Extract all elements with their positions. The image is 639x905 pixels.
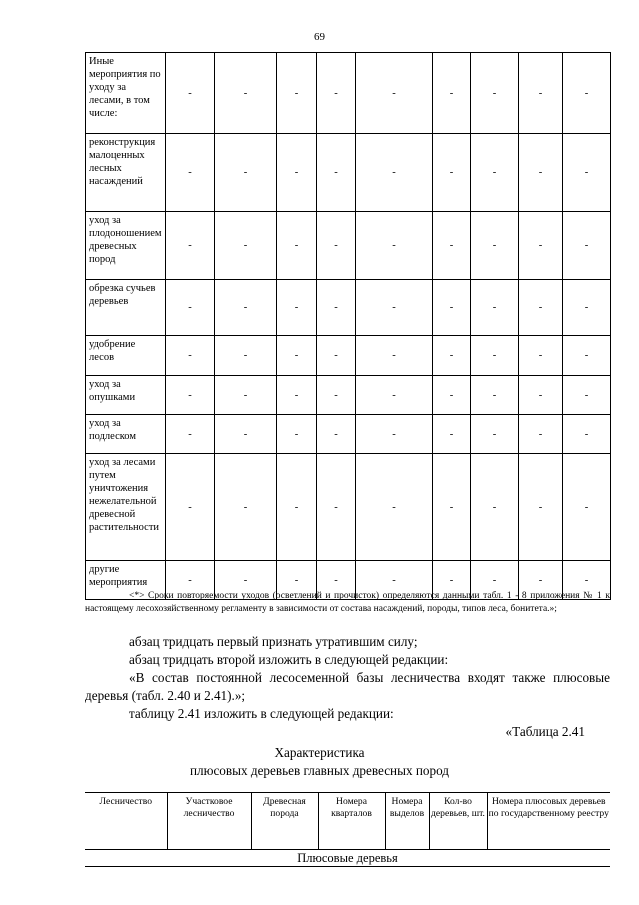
row-label: уход за подлеском: [86, 415, 166, 454]
page-number: 69: [314, 31, 325, 43]
table-row: [86, 53, 611, 134]
value-cell: -: [356, 336, 433, 376]
value-cell: -: [277, 336, 317, 376]
value-cell: -: [317, 280, 356, 336]
value-cell: -: [433, 212, 471, 280]
row-label: удобрение лесов: [86, 336, 166, 376]
value-cell: -: [563, 280, 611, 336]
value-cell: -: [215, 415, 277, 454]
value-cell: -: [471, 454, 519, 561]
value-cell: -: [433, 280, 471, 336]
amendment-text: [85, 633, 610, 741]
value-cell: -: [317, 454, 356, 561]
plus-trees-table: [85, 792, 610, 867]
table-row: [86, 376, 611, 415]
row-label: Иные мероприятия по уходу за лесами, в том числе:: [86, 53, 166, 134]
value-cell: -: [356, 454, 433, 561]
value-cell: -: [433, 415, 471, 454]
value-cell: -: [215, 134, 277, 212]
value-cell: -: [519, 134, 563, 212]
value-cell: -: [317, 53, 356, 134]
value-cell: -: [563, 212, 611, 280]
value-cell: -: [356, 415, 433, 454]
value-cell: -: [356, 134, 433, 212]
value-cell: -: [277, 134, 317, 212]
value-cell: -: [277, 280, 317, 336]
table-row: [86, 280, 611, 336]
column-header: Номера выделов: [385, 793, 429, 850]
column-header: Древесная порода: [251, 793, 318, 850]
value-cell: -: [563, 134, 611, 212]
value-cell: -: [317, 561, 356, 600]
row-label: уход за лесами путем уничтожения нежелательной древесной растительности: [86, 454, 166, 561]
value-cell: -: [277, 53, 317, 134]
value-cell: -: [433, 454, 471, 561]
value-cell: -: [317, 212, 356, 280]
value-cell: -: [433, 53, 471, 134]
value-cell: -: [563, 53, 611, 134]
value-cell: -: [356, 53, 433, 134]
value-cell: -: [519, 561, 563, 600]
value-cell: -: [356, 561, 433, 600]
caption-title: Характеристика: [274, 745, 365, 760]
column-header: Участковое лесничество: [167, 793, 251, 850]
value-cell: -: [215, 454, 277, 561]
value-cell: -: [433, 134, 471, 212]
value-cell: -: [471, 415, 519, 454]
value-cell: -: [433, 336, 471, 376]
value-cell: -: [215, 376, 277, 415]
value-cell: -: [277, 415, 317, 454]
value-cell: -: [356, 376, 433, 415]
value-cell: -: [215, 53, 277, 134]
measures-table: [85, 52, 611, 600]
value-cell: -: [471, 134, 519, 212]
value-cell: -: [166, 561, 215, 600]
value-cell: -: [519, 376, 563, 415]
value-cell: -: [166, 336, 215, 376]
paragraph: таблицу 2.41 изложить в следующей редакции:: [129, 706, 394, 721]
measures-table-body: [86, 53, 611, 600]
value-cell: -: [166, 53, 215, 134]
paragraph: абзац тридцать первый признать утратившим силу;: [129, 634, 418, 649]
value-cell: -: [166, 454, 215, 561]
value-cell: -: [166, 280, 215, 336]
value-cell: -: [471, 280, 519, 336]
value-cell: -: [519, 212, 563, 280]
section-label: Плюсовые деревья: [85, 850, 610, 867]
table-reference: «Таблица 2.41: [505, 724, 585, 739]
row-label: другие мероприятия: [86, 561, 166, 600]
value-cell: -: [215, 212, 277, 280]
row-label: уход за опушками: [86, 376, 166, 415]
table-row: [86, 134, 611, 212]
table-row: [86, 336, 611, 376]
header-row: [85, 793, 610, 850]
value-cell: -: [563, 561, 611, 600]
footnote-text: <*> Сроки повторяемости уходов (осветлений и прочисток) определяются данными табл. 1 - 8 приложения № 1 к настоящему лесохозяйственному регламенту в зависимости от состава насаждений, породы, типов леса, бонитета.»;: [85, 591, 610, 614]
value-cell: -: [519, 280, 563, 336]
value-cell: -: [471, 561, 519, 600]
value-cell: -: [519, 415, 563, 454]
value-cell: -: [356, 212, 433, 280]
value-cell: -: [317, 134, 356, 212]
caption-subtitle: плюсовых деревьев главных древесных пород: [189, 763, 450, 778]
value-cell: -: [277, 561, 317, 600]
row-label: уход за плодоношением древесных пород: [86, 212, 166, 280]
value-cell: -: [563, 415, 611, 454]
value-cell: -: [317, 415, 356, 454]
value-cell: -: [317, 336, 356, 376]
value-cell: -: [215, 336, 277, 376]
row-label: реконструкция малоценных лесных насаждений: [86, 134, 166, 212]
value-cell: -: [519, 53, 563, 134]
value-cell: -: [433, 561, 471, 600]
value-cell: -: [563, 454, 611, 561]
column-header: Номера плюсовых деревьев по государственному реестру: [487, 793, 610, 850]
value-cell: -: [215, 280, 277, 336]
column-header: Кол-во деревьев, шт.: [429, 793, 487, 850]
value-cell: -: [563, 336, 611, 376]
value-cell: -: [166, 415, 215, 454]
value-cell: -: [519, 454, 563, 561]
table-row: [86, 212, 611, 280]
footnote: [85, 590, 610, 616]
value-cell: -: [519, 336, 563, 376]
row-label: обрезка сучьев деревьев: [86, 280, 166, 336]
value-cell: -: [471, 336, 519, 376]
value-cell: -: [433, 376, 471, 415]
value-cell: -: [471, 376, 519, 415]
paragraph: «В состав постоянной лесосеменной базы лесничества входят также плюсовые деревья (табл. 2.40 и 2.41).»;: [85, 670, 610, 703]
value-cell: -: [471, 53, 519, 134]
value-cell: -: [215, 561, 277, 600]
value-cell: -: [471, 212, 519, 280]
value-cell: -: [317, 376, 356, 415]
column-header: Лесничество: [85, 793, 167, 850]
value-cell: -: [563, 376, 611, 415]
value-cell: -: [166, 134, 215, 212]
section-row: [85, 850, 610, 867]
value-cell: -: [166, 376, 215, 415]
paragraph: абзац тридцать второй изложить в следующей редакции:: [129, 652, 449, 667]
value-cell: -: [166, 212, 215, 280]
column-header: Номера кварталов: [318, 793, 385, 850]
value-cell: -: [277, 454, 317, 561]
value-cell: -: [277, 376, 317, 415]
table-row: [86, 415, 611, 454]
value-cell: -: [277, 212, 317, 280]
table-row: [86, 454, 611, 561]
value-cell: -: [356, 280, 433, 336]
